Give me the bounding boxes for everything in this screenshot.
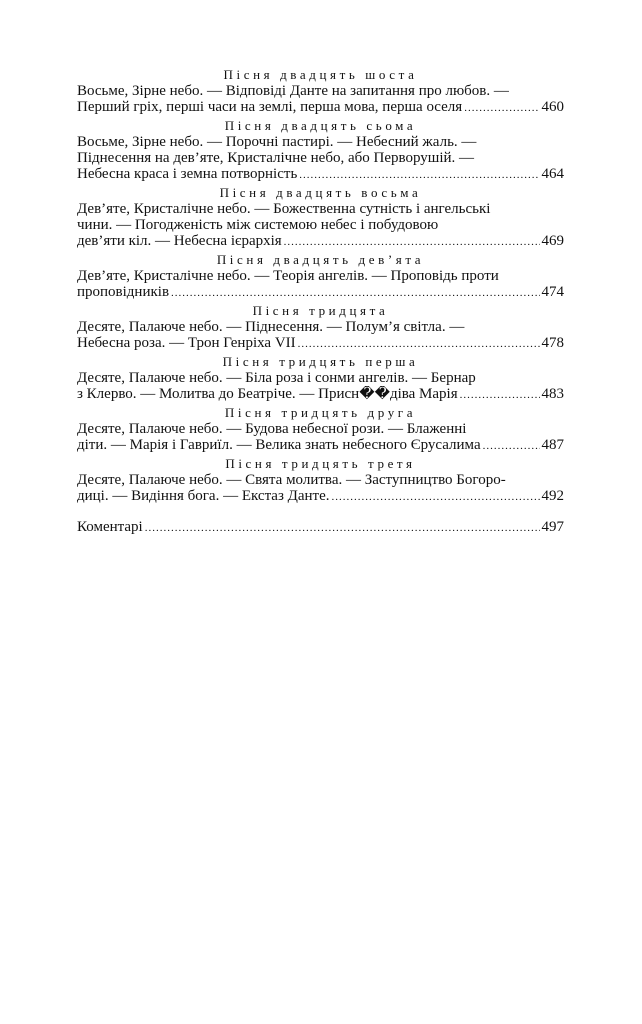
canto-heading: Пісня тридцять друга (224, 405, 417, 420)
dot-leader (299, 167, 539, 182)
entry-last-line (77, 437, 564, 453)
page-number: 469 (541, 233, 564, 249)
page-number: 460 (541, 99, 564, 115)
toc-entry-canto-32 (77, 402, 564, 453)
toc-entry-canto-28 (77, 182, 564, 249)
toc-entry-canto-26 (77, 64, 564, 115)
toc-entry-canto-27 (77, 115, 564, 182)
page-number: 478 (541, 335, 564, 351)
dot-leader (145, 520, 540, 535)
entry-last-line (77, 233, 564, 249)
entry-text: проповідників (77, 284, 170, 300)
toc-entry-canto-33 (77, 453, 564, 504)
canto-heading: Пісня тридцять третя (225, 456, 416, 471)
entry-line: Десяте, Палаюче небо. — Піднесення. — Полум’я світла. — (77, 319, 465, 335)
toc-entry-commentary (77, 519, 564, 535)
entry-line: Піднесення на дев’яте, Кристалічне небо, або Перворушій. — (77, 150, 475, 166)
page-number: 474 (541, 284, 564, 300)
toc-entry-canto-30 (77, 300, 564, 351)
entry-text: Небесна роза. — Трон Генріха VII (77, 335, 296, 351)
page-number: 464 (541, 166, 564, 182)
entry-last-line (77, 99, 564, 115)
entry-line: Десяте, Палаюче небо. — Свята молитва. — Заступництво Богоро- (77, 472, 506, 488)
entry-line: Дев’яте, Кристалічне небо. — Божественна сутність і ангельські (77, 201, 491, 217)
canto-heading: Пісня тридцять перша (222, 354, 419, 369)
entry-text: дев’яти кіл. — Небесна ієрархія (77, 233, 282, 249)
entry-line: Восьме, Зірне небо. — Відповіді Данте на запитання про любов. — (77, 83, 509, 99)
page-number: 497 (541, 519, 564, 535)
entry-line: Десяте, Палаюче небо. — Будова небесної рози. — Блаженні (77, 421, 467, 437)
entry-last-line (77, 386, 564, 402)
entry-last-line (77, 166, 564, 182)
entry-line: Восьме, Зірне небо. — Порочні пастирі. — Небесний жаль. — (77, 134, 477, 150)
toc-entry-canto-29 (77, 249, 564, 300)
entry-line: чини. — Погодженість між системою небес і побудовою (77, 217, 439, 233)
dot-leader (332, 489, 540, 504)
entry-line: Дев’яте, Кристалічне небо. — Теорія ангелів. — Проповідь проти (77, 268, 499, 284)
canto-heading: Пісня двадцять шоста (223, 67, 418, 82)
canto-heading: Пісня двадцять восьма (219, 185, 422, 200)
page-number: 487 (541, 437, 564, 453)
entry-text: діти. — Марія і Гавриїл. — Велика знать небесного Єрусалима (77, 437, 481, 453)
entry-text: диці. — Видіння бога. — Екстаз Данте. (77, 488, 330, 504)
dot-leader (298, 336, 540, 351)
entry-last-line (77, 284, 564, 300)
canto-heading: Пісня двадцять сьома (224, 118, 417, 133)
toc-entry-canto-31 (77, 351, 564, 402)
entry-line: Десяте, Палаюче небо. — Біла роза і сонми ангелів. — Бернар (77, 370, 476, 386)
entry-last-line (77, 335, 564, 351)
dot-leader (460, 387, 540, 402)
commentary-label: Коментарі (77, 519, 143, 535)
canto-heading: Пісня тридцята (252, 303, 389, 318)
entry-last-line (77, 488, 564, 504)
page-number: 483 (541, 386, 564, 402)
dot-leader (284, 234, 540, 249)
entry-text: Небесна краса і земна потворність (77, 166, 298, 182)
dot-leader (483, 438, 540, 453)
entry-text: Перший гріх, перші часи на землі, перша мова, перша оселя (77, 99, 463, 115)
page-number: 492 (541, 488, 564, 504)
entry-text: з Клерво. — Молитва до Беатріче. — Присн��діва Марія (77, 386, 458, 402)
canto-heading: Пісня двадцять дев’ята (216, 252, 425, 267)
dot-leader (171, 285, 539, 300)
dot-leader (464, 100, 539, 115)
table-of-contents (77, 64, 564, 535)
